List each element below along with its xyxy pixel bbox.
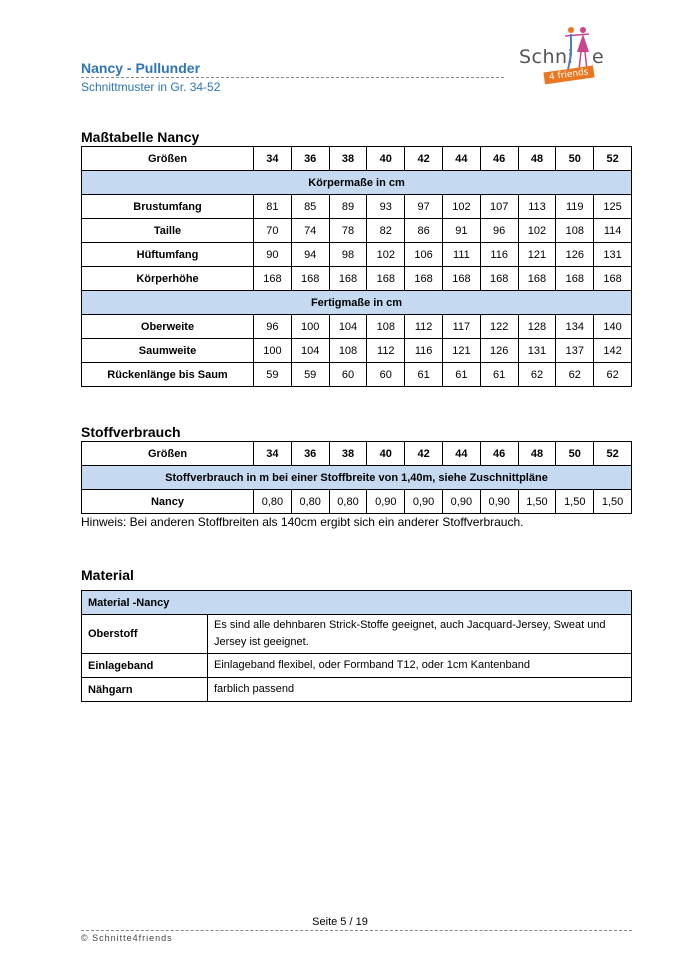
row-label-cell: Brustumfang xyxy=(82,195,254,219)
value-cell: 137 xyxy=(556,339,594,363)
band-row xyxy=(82,466,632,490)
material-value-cell: Einlageband flexibel, oder Formband T12, oder 1cm Kantenband xyxy=(208,654,632,678)
value-cell: 168 xyxy=(594,267,632,291)
material-label-cell: Oberstoff xyxy=(82,615,208,654)
size-header-cell: 36 xyxy=(291,442,329,466)
value-cell: 126 xyxy=(480,339,518,363)
size-header-cell: 46 xyxy=(480,442,518,466)
value-cell: 0,80 xyxy=(254,490,292,514)
table-row xyxy=(82,219,632,243)
material-value-cell: farblich passend xyxy=(208,678,632,702)
value-cell: 168 xyxy=(442,267,480,291)
value-cell: 113 xyxy=(518,195,556,219)
value-cell: 0,80 xyxy=(329,490,367,514)
value-cell: 112 xyxy=(405,315,443,339)
value-cell: 142 xyxy=(594,339,632,363)
value-cell: 81 xyxy=(254,195,292,219)
value-cell: 117 xyxy=(442,315,480,339)
value-cell: 0,90 xyxy=(480,490,518,514)
header-rule xyxy=(81,77,504,78)
size-header-cell: 34 xyxy=(254,442,292,466)
value-cell: 97 xyxy=(405,195,443,219)
value-cell: 78 xyxy=(329,219,367,243)
value-cell: 122 xyxy=(480,315,518,339)
value-cell: 100 xyxy=(291,315,329,339)
value-cell: 98 xyxy=(329,243,367,267)
value-cell: 106 xyxy=(405,243,443,267)
value-cell: 62 xyxy=(556,363,594,387)
value-cell: 100 xyxy=(254,339,292,363)
table-row xyxy=(82,678,632,702)
size-header-cell: 52 xyxy=(594,147,632,171)
size-header-cell: 40 xyxy=(367,147,405,171)
material-title: Material xyxy=(81,567,134,583)
size-header-cell: 42 xyxy=(405,442,443,466)
table-row xyxy=(82,654,632,678)
value-cell: 1,50 xyxy=(594,490,632,514)
value-cell: 168 xyxy=(329,267,367,291)
row-label-cell: Hüftumfang xyxy=(82,243,254,267)
material-value-cell: Es sind alle dehnbaren Strick-Stoffe geeignet, auch Jacquard-Jersey, Sweat und Jersey ist geeignet. xyxy=(208,615,632,654)
row-label-cell: Saumweite xyxy=(82,339,254,363)
value-cell: 0,90 xyxy=(405,490,443,514)
value-cell: 59 xyxy=(291,363,329,387)
value-cell: 168 xyxy=(405,267,443,291)
value-cell: 108 xyxy=(329,339,367,363)
finish-measure-band: Fertigmaße in cm xyxy=(82,291,632,315)
body-measure-band: Körpermaße in cm xyxy=(82,171,632,195)
value-cell: 62 xyxy=(594,363,632,387)
value-cell: 61 xyxy=(442,363,480,387)
value-cell: 89 xyxy=(329,195,367,219)
value-cell: 0,90 xyxy=(367,490,405,514)
value-cell: 74 xyxy=(291,219,329,243)
material-label-cell: Einlageband xyxy=(82,654,208,678)
size-header-cell: 36 xyxy=(291,147,329,171)
table-row xyxy=(82,339,632,363)
table-row xyxy=(82,490,632,514)
value-cell: 168 xyxy=(291,267,329,291)
value-cell: 119 xyxy=(556,195,594,219)
page-number: Seite 5 / 19 xyxy=(312,916,368,928)
mass-table xyxy=(81,146,632,387)
size-header-cell: 46 xyxy=(480,147,518,171)
value-cell: 131 xyxy=(518,339,556,363)
value-cell: 140 xyxy=(594,315,632,339)
value-cell: 61 xyxy=(480,363,518,387)
row-label-cell: Rückenlänge bis Saum xyxy=(82,363,254,387)
size-header-cell: 38 xyxy=(329,442,367,466)
value-cell: 126 xyxy=(556,243,594,267)
size-header-cell: 44 xyxy=(442,147,480,171)
material-header-cell: Material -Nancy xyxy=(82,591,632,615)
value-cell: 111 xyxy=(442,243,480,267)
value-cell: 59 xyxy=(254,363,292,387)
table-header-row xyxy=(82,442,632,466)
table-header-row xyxy=(82,147,632,171)
value-cell: 168 xyxy=(518,267,556,291)
value-cell: 121 xyxy=(442,339,480,363)
fabric-table-title: Stoffverbrauch xyxy=(81,424,181,440)
value-cell: 96 xyxy=(254,315,292,339)
value-cell: 85 xyxy=(291,195,329,219)
value-cell: 102 xyxy=(367,243,405,267)
band-row xyxy=(82,171,632,195)
material-table xyxy=(81,590,632,702)
header-subtitle: Schnittmuster in Gr. 34-52 xyxy=(81,80,221,94)
header-title: Nancy - Pullunder xyxy=(81,60,201,76)
size-header-cell: 52 xyxy=(594,442,632,466)
value-cell: 114 xyxy=(594,219,632,243)
copyright: © Schnitte4friends xyxy=(81,933,173,943)
size-header-cell: 48 xyxy=(518,147,556,171)
mass-table-title: Maßtabelle Nancy xyxy=(81,129,200,145)
value-cell: 104 xyxy=(291,339,329,363)
logo-text: Schni xyxy=(519,46,574,68)
footer-rule xyxy=(81,930,632,931)
size-header-cell: 34 xyxy=(254,147,292,171)
value-cell: 1,50 xyxy=(518,490,556,514)
size-header-cell: 38 xyxy=(329,147,367,171)
fabric-hint: Hinweis: Bei anderen Stoffbreiten als 140cm ergibt sich ein anderer Stoffverbrauch. xyxy=(81,515,524,529)
size-header-cell: 48 xyxy=(518,442,556,466)
logo-badge: 4 friends xyxy=(543,66,594,85)
logo-text-e: e xyxy=(592,46,604,68)
value-cell: 121 xyxy=(518,243,556,267)
table-row xyxy=(82,363,632,387)
value-cell: 116 xyxy=(480,243,518,267)
brand-logo xyxy=(505,22,615,90)
row-label-cell: Taille xyxy=(82,219,254,243)
value-cell: 102 xyxy=(442,195,480,219)
value-cell: 91 xyxy=(442,219,480,243)
table-row xyxy=(82,243,632,267)
value-cell: 60 xyxy=(329,363,367,387)
value-cell: 168 xyxy=(556,267,594,291)
table-header-row xyxy=(82,591,632,615)
band-row xyxy=(82,291,632,315)
value-cell: 0,80 xyxy=(291,490,329,514)
table-row xyxy=(82,267,632,291)
value-cell: 0,90 xyxy=(442,490,480,514)
value-cell: 131 xyxy=(594,243,632,267)
size-label-cell: Größen xyxy=(82,147,254,171)
value-cell: 61 xyxy=(405,363,443,387)
table-row xyxy=(82,195,632,219)
size-header-cell: 42 xyxy=(405,147,443,171)
value-cell: 108 xyxy=(556,219,594,243)
value-cell: 107 xyxy=(480,195,518,219)
material-label-cell: Nähgarn xyxy=(82,678,208,702)
table-row xyxy=(82,615,632,654)
value-cell: 60 xyxy=(367,363,405,387)
value-cell: 86 xyxy=(405,219,443,243)
value-cell: 125 xyxy=(594,195,632,219)
value-cell: 168 xyxy=(480,267,518,291)
size-header-cell: 50 xyxy=(556,442,594,466)
fabric-usage-band: Stoffverbrauch in m bei einer Stoffbreite von 1,40m, siehe Zuschnittpläne xyxy=(82,466,632,490)
value-cell: 94 xyxy=(291,243,329,267)
value-cell: 116 xyxy=(405,339,443,363)
value-cell: 108 xyxy=(367,315,405,339)
value-cell: 82 xyxy=(367,219,405,243)
value-cell: 134 xyxy=(556,315,594,339)
row-label-cell: Körperhöhe xyxy=(82,267,254,291)
value-cell: 96 xyxy=(480,219,518,243)
value-cell: 70 xyxy=(254,219,292,243)
value-cell: 168 xyxy=(367,267,405,291)
value-cell: 93 xyxy=(367,195,405,219)
size-header-cell: 50 xyxy=(556,147,594,171)
size-label-cell: Größen xyxy=(82,442,254,466)
value-cell: 62 xyxy=(518,363,556,387)
row-label-cell: Nancy xyxy=(82,490,254,514)
value-cell: 1,50 xyxy=(556,490,594,514)
value-cell: 168 xyxy=(254,267,292,291)
fabric-table xyxy=(81,441,632,514)
value-cell: 102 xyxy=(518,219,556,243)
row-label-cell: Oberweite xyxy=(82,315,254,339)
size-header-cell: 44 xyxy=(442,442,480,466)
table-row xyxy=(82,315,632,339)
size-header-cell: 40 xyxy=(367,442,405,466)
value-cell: 104 xyxy=(329,315,367,339)
value-cell: 128 xyxy=(518,315,556,339)
value-cell: 90 xyxy=(254,243,292,267)
value-cell: 112 xyxy=(367,339,405,363)
